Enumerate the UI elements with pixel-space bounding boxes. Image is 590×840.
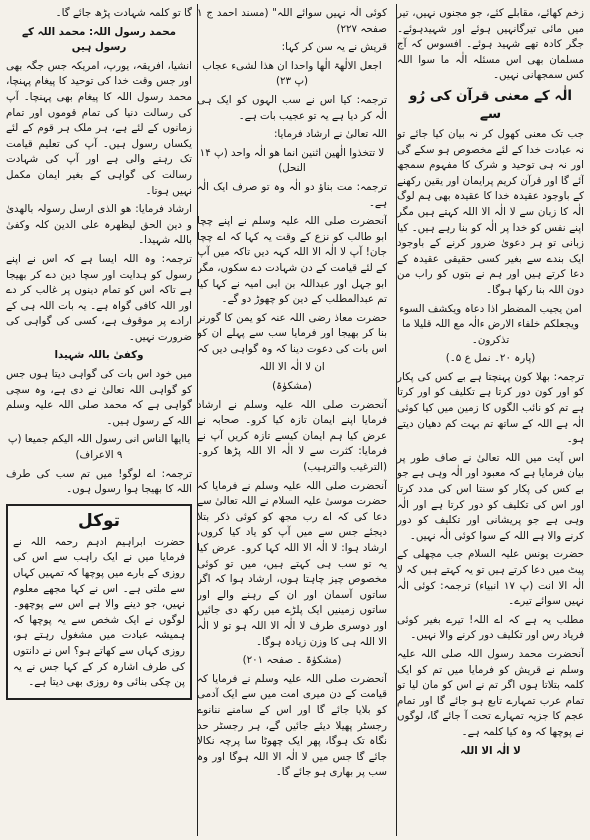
hadith-reference: (مشکوٰۃ ۔ صفحہ ۲۰۱) — [242, 654, 342, 667]
box-title: توکل — [77, 510, 121, 531]
paragraph: حضرت یونس علیہ السلام جب مچھلی کے پیٹ میں دعا کرتے ہیں تو یہ کہتے ہیں کہ لا الٰہ الا انت (پ ۱۷ انبیاء) ترجمہ: کوئی الٰہ نہیں سوائے تیرے۔ — [397, 548, 584, 608]
middle-column — [197, 6, 387, 836]
paragraph: حضرت معاذ رضی اللہ عنہ کو یمن کا گورنر بنا کر بھیجا اور فرمایا سب سے پہلے ان کو اس بات کی دعوت دینا کہ وہ گواہی دیں کہ — [197, 311, 387, 355]
paragraph: اس آیت میں اللہ تعالیٰ نے صاف طور پر بیان فرمایا ہے کہ معبود اور الٰہ وہی ہے جو بے کس کی پکار کو سنتا اس کی مدد کرتا اور اس کی تکلیف کو دور کرتا ہے اور الٰہ وہی ہے جو پریشانی اور تکلیف کو دور کرنے والا ہے اللہ کے سوا کوئی الٰہ نہیں۔ — [397, 451, 584, 542]
arabic-phrase: محمد رسول اللہ: محمد اللہ کے رسول ہیں — [21, 25, 177, 54]
paragraph: ترجمہ: بھلا کون پہنچتا ہے بے کس کی پکار کو اور کون دور کرتا ہے تکلیف کو اور کرتا ہے تم کو نائب الگوں کا زمین میں کیا کوئی الٰہ ہے اللہ کے ساتھ تم بہت کم دھیان دیتے ہو۔ — [397, 370, 584, 446]
paragraph: ترجمہ: مت بناؤ دو الٰہ وہ تو صرف ایک الٰہ ہے۔ — [197, 180, 387, 209]
paragraph: کوئی الٰہ نہیں سوائے اللہ" (مسند احمد ج ۱ صفحہ ۲۲۷) — [197, 7, 387, 35]
section-heading: الٰہ کے معنی قرآن کی رُو سے — [408, 87, 573, 122]
paragraph: ترجمہ: اے لوگو! میں تم سب کی طرف اللہ کا بھیجا ہوا رسول ہوں۔ — [6, 467, 192, 496]
paragraph: مطلب یہ ہے کہ اے اللہ! تیرے بغیر کوئی فریاد رس اور تکلیف دور کرنے والا نہیں۔ — [397, 613, 584, 642]
paragraph: آنحضرت صلی اللہ علیہ وسلم نے فرمایا کہ حضرت موسیٰ علیہ السلام نے اللہ تعالیٰ سے دعا کی کہ اے رب مجھ کو کوئی ذکر بتلا دیجئے جس سے میں آپ کو یاد کیا کروں، ارشاد ہوا: لا الٰہ الا اللہ کہا کرو۔ عرض کیا یہ تو سب ہی کہتے ہیں، میں تو کوئی مخصوص چیز چاہتا ہوں، ارشاد ہوا کہ اگر ساتوں آسمان اور ان کے رہنے والے اور ساتوں زمینیں ایک پلڑے میں رکھ دی جائیں اور دوسری طرف لا الٰہ الا اللہ ہو تو لا الٰہ الا اللہ ہی کا وزن زیادہ ہوگا۔ — [197, 479, 387, 648]
paragraph: ترجمہ: وہ اللہ ایسا ہے کہ اس نے اپنے رسول کو ہدایت اور سچا دین دے کر بھیجا ہے تاکہ اس کو تمام دینوں پر غالب کر دے اور اللہ کافی گواہ ہے۔ یہ بات اللہ ہی کے ارادے پر موقوف ہے، کسی کی گواہی کی ضرورت نہیں۔ — [6, 252, 192, 343]
paragraph: زخم کھائے، مقابلے کئے، جو مجنوں نہیں، تیر میں مائی تیرگانہیں ہوئے اور شہیدہوئے۔ جگر کادہ تھے شہید ہوئے۔ افسوس کہ آج مسلمان بھی اس مسئلہ الٰہ ما سوا اللہ کس سمجھانی نہیں۔ — [397, 7, 584, 82]
paragraph: گا تو کلمہ شہادت پڑھ جائے گا۔ — [55, 7, 192, 19]
paragraph: آنحضرت محمد رسول اللہ صلی اللہ علیہ وسلم نے قریش کو فرمایا میں تم کو ایک کلمہ بتلاتا ہوں اگر تم نے اس کو مان لیا تو تمام عرب تمہارے تابع ہو جائے گا اور تمام عجم کا جزیہ تمہارے تحت آ جائے گا، لوگوں نے پوچھا کہ وہ کیا کلمہ ہے۔ — [397, 647, 584, 738]
paragraph: آنحضرت صلی اللہ علیہ وسلم نے ارشاد فرمایا اپنے ایمان تازہ کیا کرو۔ صحابہ نے عرض کیا ہم ایمان کیسے تازہ کریں آپ نے فرمایا: کثرت سے لا الٰہ الا اللہ پڑھا کرو۔ (الترغیب والترہیب) — [197, 398, 387, 474]
paragraph: انشیا، افریقہ، یورپ، امریکہ جس جگہ بھی اور جس وقت خدا کی توحید کا پیغام پہنچا، محمد رسول اللہ کا پیغام بھی پہنچا۔ آپ کی رسالت دنیا کی تمام قوموں اور تمام زمانوں کے لئے ہے، ہر ملک ہر قوم کے لئے یکساں رسول ہیں۔ آپ کی تعلیم قیامت تک رہنے والی ہے اور آپ کی شہادت رسالت کی گواہی کے بغیر ایمان مکمل نہیں ہوتا۔ — [6, 59, 192, 197]
verse-reference: (پارہ ۲۰۔ نمل ع ۵۔) — [445, 352, 536, 365]
right-column — [397, 6, 584, 836]
paragraph: ترجمہ: کیا اس نے سب الہوں کو ایک ہی الٰہ کر دیا ہے یہ تو عجیب بات ہے۔ — [197, 93, 387, 122]
paragraph: آنحضرت صلی اللہ علیہ وسلم نے اپنے چچا ابو طالب کو نزع کے وقت یہ کہا کہ اے چچا جان! آپ لا الٰہ الا اللہ کہہ دیں تاکہ میں آپ کے لئے قیامت کے دن شہادت دے سکوں، مگر ابو جہل اور عبداللہ بن ابی امیہ نے کہا کیا تم عبدالمطلب کے دین کو چھوڑ دو گے۔ — [197, 215, 387, 306]
closing-kalima: لا الٰہ الا اللہ — [460, 744, 521, 757]
arabic-verse: امن یجیب المضطر اذا دعاہ ویکشف السوء ویجعلکم خلفاء الارض ءالٰہ مع اللہ قلیلا ما تذکرون۔ — [399, 302, 582, 346]
paragraph: قریش نے یہ سن کر کہا: — [281, 41, 387, 54]
hadith-reference: (مشکوٰۃ) — [272, 380, 312, 393]
paragraph: آنحضرت صلی اللہ علیہ وسلم نے فرمایا کہ قیامت کے دن میری امت میں سے ایک آدمی کو بلایا جائے گا اور اس کے سامنے ننانوے رجسٹر پھیلا دیئے جائیں گے، ہر رجسٹر حد نگاہ تک ہوگا، پھر ایک چھوٹا سا پرچہ نکالا جائے گا جس میں لا الٰہ الا اللہ ہوگا اور وہ سب پر بھاری ہو جائے گا۔ — [197, 672, 387, 779]
paragraph: میں خود اس بات کی گواہی دیتا ہوں جس کو گواہی اللہ تعالیٰ نے دی ہے، وہ سچی گواہی ہے کہ محمد صلی اللہ علیہ وسلم اللہ کے رسول ہیں۔ — [6, 368, 192, 427]
paragraph: جب تک معنی کھول کر نہ بیان کیا جائے تو نہ عبادت خدا کے لئے مخصوص ہو سکے گی اور نہ ہی توحید و شرک کا مفہوم سمجھ آئے گا اور قرآن کریم پرایمان اور یقین رکھنے کے باوجود عقیدہ خدا کا عقیدہ بھی ہم لوگ الٰہ کا زبان سے لا الٰہ الا اللہ کہتے ہیں مگر اپنے نفس کو خدا پر الٰہ کو بنا رہے ہیں۔ کیا زبانی تو ہر دعویٰ ضرور کرنے کے باوجود ایک بندے سے بغیر کسی حقیقی عقیدہ کے دعا کرتے ہیں اور ہم نے بتوں کو راب من دون اللہ بنا رکھا ہوگا۔ — [397, 127, 584, 296]
arabic-phrase: وکفیٰ باللہ شہیدا — [54, 349, 144, 362]
arabic-verse: ان لا الٰہ الا اللہ — [259, 361, 325, 374]
left-column — [6, 6, 192, 836]
arabic-verse: اجعل الالٰھۃ الٰھا واحدا ان ھذا لشیء عجاب (پ ۲۳) — [202, 59, 382, 88]
box-text: حضرت ابراہیم ادہم رحمہ اللہ نے فرمایا میں نے ایک راہب سے اس کی روزی کے بارے میں پوچھا کہ تمہیں کہاں سے ملتی ہے۔ اس نے کہا مجھے معلوم نہیں، جو دینے والا ہے اس سے پوچھو۔ لوگوں نے ایک شخص سے یہ پوچھا کہ ہمیشہ عبادت میں مشغول رہتے ہو، روزی کہاں سے کھاتے ہو؟ اس نے دانتوں کی طرف اشارہ کر کے کہا جس نے یہ پن چکی بنائی وہ روزی بھی دیتا ہے۔ — [13, 535, 185, 689]
paragraph: ارشاد فرمایا: ھو الذی ارسل رسولہ بالھدیٰ و دین الحق لیظھرہ علی الدین کلہ وکفیٰ باللہ شہیدا۔ — [6, 203, 192, 247]
arabic-verse: لا تتخذوا الٰھین اثنین انما ھو الٰہ واحد (پ ۱۴ النحل) — [199, 146, 385, 175]
arabic-verse: یاایھا الناس انی رسول اللہ الیکم جمیعا (پ ۹ الاعراف) — [7, 433, 191, 462]
paragraph: اللہ تعالیٰ نے ارشاد فرمایا: — [273, 128, 387, 141]
tawakkul-box — [6, 504, 192, 700]
